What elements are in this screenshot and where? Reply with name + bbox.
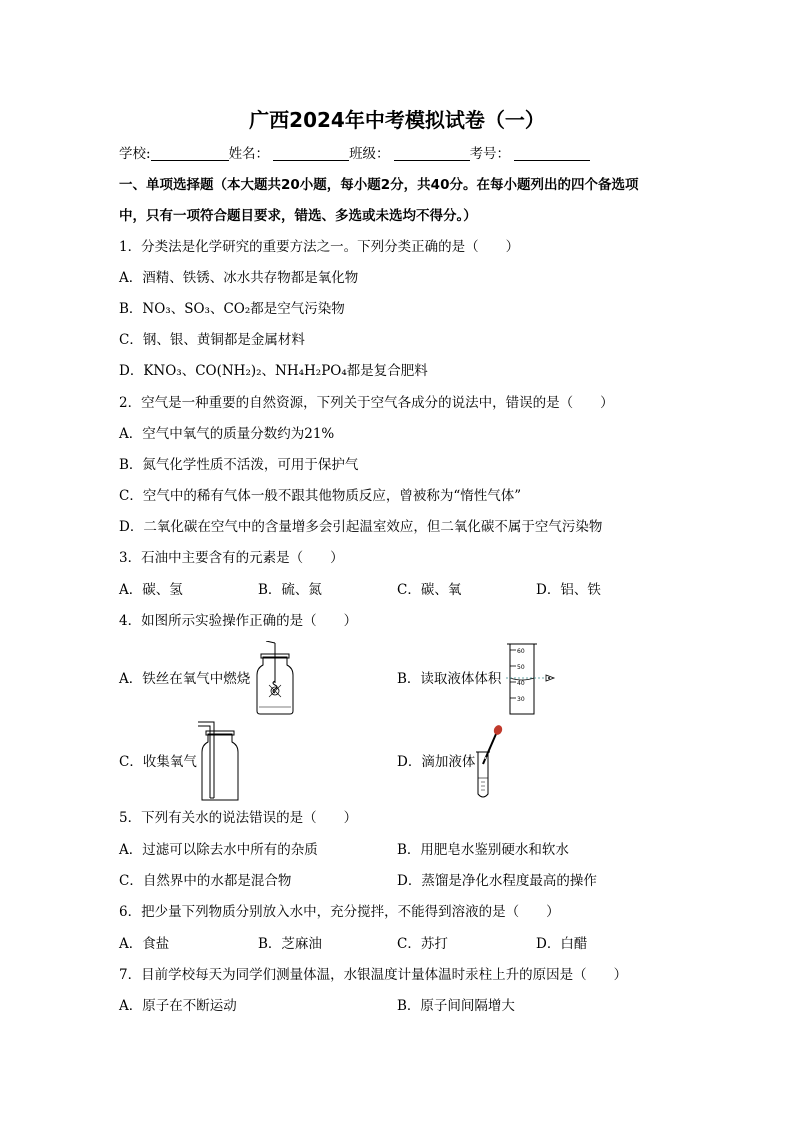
q1-option-c: C．钢、银、黄铜都是金属材料: [119, 332, 305, 348]
name-blank[interactable]: [273, 146, 349, 161]
q6-option-a: A．食盐: [119, 936, 170, 952]
q6-option-c: C．苏打: [397, 936, 448, 952]
q6-option-b: B．芝麻油: [258, 936, 322, 952]
q1-option-b: B．NO₃、SO₃、CO₂都是空气污染物: [119, 301, 345, 317]
q2-option-d: D．二氧化碳在空气中的含量增多会引起温室效应，但二氧化碳不属于空气污染物: [119, 519, 603, 535]
class-blank[interactable]: [394, 146, 470, 161]
q1-stem: 1．分类法是化学研究的重要方法之一。下列分类正确的是（ ）: [119, 239, 520, 255]
q2-option-a: A．空气中氧气的质量分数约为21%: [119, 426, 335, 442]
q1-option-a: A．酒精、铁锈、冰水共存物都是氧化物: [119, 270, 359, 286]
q5-option-d: D．蒸馏是净化水程度最高的操作: [397, 873, 597, 889]
q5-stem: 5．下列有关水的说法错误的是（ ）: [119, 810, 358, 826]
q4-option-d: D．滴加液体: [397, 754, 476, 770]
q6-option-d: D．白醋: [536, 936, 588, 952]
name-label: 姓名：: [228, 146, 270, 162]
section-heading-line2: 中，只有一项符合题目要求，错选、多选或未选均不得分。）: [119, 208, 477, 224]
section-heading-line1: 一、单项选择题（本大题共20小题，每小题2分，共40分。在每小题列出的四个备选项: [119, 177, 639, 193]
exam-title: 广西2024年中考模拟试卷（一）: [249, 108, 545, 132]
q3-option-a: A．碳、氢: [119, 582, 183, 598]
q3-option-c: C．碳、氧: [397, 582, 462, 598]
q2-stem: 2．空气是一种重要的自然资源，下列关于空气各成分的说法中，错误的是（ ）: [119, 395, 614, 411]
q5-option-a: A．过滤可以除去水中所有的杂质: [119, 842, 318, 858]
school-blank[interactable]: [151, 146, 229, 161]
q7-option-a: A．原子在不断运动: [119, 998, 237, 1014]
cylinder-tick-50: 50: [517, 664, 525, 671]
q3-option-b: B．硫、氮: [258, 582, 322, 598]
q2-option-c: C．空气中的稀有气体一般不跟其他物质反应，曾被称为“惰性气体”: [119, 488, 522, 504]
q6-stem: 6．把少量下列物质分别放入水中，充分搅拌，不能得到溶液的是（ ）: [119, 904, 560, 920]
exam-no-label: 考号：: [469, 146, 511, 162]
q3-option-d: D．铝、铁: [536, 582, 601, 598]
q5-option-b: B．用肥皂水鉴别硬水和软水: [397, 842, 569, 858]
gas-collection-figure: [196, 720, 242, 804]
q7-option-b: B．原子间间隔增大: [397, 998, 515, 1014]
q3-stem: 3．石油中主要含有的元素是（ ）: [119, 550, 344, 566]
cylinder-tick-30: 30: [517, 696, 525, 703]
q4-option-a: A．铁丝在氧气中燃烧: [119, 671, 251, 687]
dropper-test-tube-figure: [472, 722, 506, 802]
iron-wire-burning-figure: [250, 641, 300, 717]
q1-option-d: D．KNO₃、CO(NH₂)₂、NH₄H₂PO₄都是复合肥料: [119, 363, 428, 379]
exam-no-blank[interactable]: [514, 146, 590, 161]
cylinder-tick-60: 60: [517, 648, 525, 655]
class-label: 班级：: [349, 146, 390, 162]
q5-option-c: C．自然界中的水都是混合物: [119, 873, 292, 889]
q4-option-c: C．收集氧气: [119, 754, 197, 770]
student-info-row: [119, 144, 590, 164]
graduated-cylinder-figure: [504, 640, 560, 718]
cylinder-tick-40: 40: [517, 680, 525, 687]
school-label: 学校:: [119, 146, 151, 162]
q4-option-b: B．读取液体体积: [397, 671, 502, 687]
q7-stem: 7．目前学校每天为同学们测量体温，水银温度计量体温时汞柱上升的原因是（ ）: [119, 967, 628, 983]
q2-option-b: B．氮气化学性质不活泼，可用于保护气: [119, 457, 359, 473]
q4-stem: 4．如图所示实验操作正确的是（ ）: [119, 613, 358, 629]
